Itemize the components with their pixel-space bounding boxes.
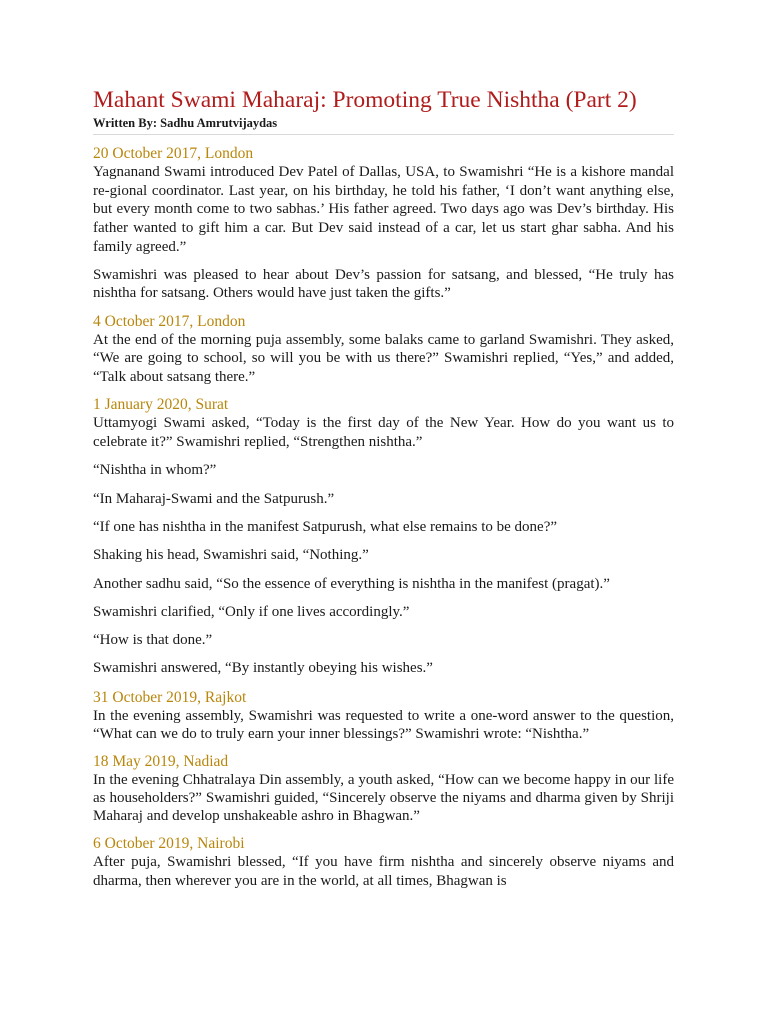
- article-byline: Written By: Sadhu Amrutvijaydas: [93, 115, 674, 135]
- entry-paragraph: Swamishri clarified, “Only if one lives accordingly.”: [93, 603, 410, 620]
- article: [93, 86, 674, 891]
- entry: [93, 834, 674, 891]
- entry-date: 20 October 2017, London: [93, 145, 254, 162]
- entry-paragraph: Another sadhu said, “So the essence of everything is nishtha in the manifest (pragat).”: [93, 575, 610, 592]
- entry-paragraph: “Nishtha in whom?”: [93, 462, 217, 479]
- entry-paragraph: After puja, Swamishri blessed, “If you have firm nishtha and sincerely observe niyams and dharma, then wherever you are in the world, at all times, Bhagwan is: [93, 853, 674, 889]
- entry-paragraph: “If one has nishtha in the manifest Satpurush, what else remains to be done?”: [93, 519, 558, 535]
- entry-paragraph: In the evening Chhatralaya Din assembly, a youth asked, “How can we become happy in our life as householders?” Swamishri guided, “Sincerely observe the niyams and dharma given by Shriji Maharaj and develop unshakeable ashro in Bhagwan.”: [93, 771, 674, 824]
- entry-paragraph: Swamishri was pleased to hear about Dev’s passion for satsang, and blessed, “He truly has nishtha for satsang. Others would have just taken the gifts.”: [93, 266, 674, 302]
- entry: [93, 312, 674, 386]
- entry-paragraph: Shaking his head, Swamishri said, “Nothing.”: [93, 547, 369, 564]
- entry-date: 18 May 2019, Nadiad: [93, 752, 229, 770]
- entry-paragraph: Uttamyogi Swami asked, “Today is the first day of the New Year. How do you want us to celebrate it?” Swamishri replied, “Strengthen nishtha.”: [93, 414, 674, 451]
- entry: [93, 688, 674, 743]
- entry-paragraph: “In Maharaj-Swami and the Satpurush.”: [93, 490, 335, 507]
- entry-paragraph: “How is that done.”: [93, 632, 213, 649]
- entry-paragraph: In the evening assembly, Swamishri was requested to write a one-word answer to the question, “What can we do to truly earn your inner blessings?” Swamishri wrote: “Nishtha.”: [93, 707, 674, 742]
- entry: [93, 395, 674, 679]
- entry-paragraph: At the end of the morning puja assembly, some balaks came to garland Swamishri. They asked, “We are going to school, so will you be with us there?” Swamishri replied, “Yes,” and added, “Talk about satsang there.”: [93, 331, 674, 385]
- entry-paragraph: Yagnanand Swami introduced Dev Patel of Dallas, USA, to Swamishri “He is a kishore mandal re-gional coordinator. Last year, on his birthday, he told his father, ‘I don’t want anything else, but every month come to two sabhas.’ His father agreed. Two days ago was Dev’s birthday. His father wanted to gift him a car. But Dev said instead of a car, let us start ghar sabha. And his family agreed.”: [93, 164, 674, 255]
- entry-paragraph: Swamishri answered, “By instantly obeying his wishes.”: [93, 660, 433, 677]
- entry: [93, 752, 674, 825]
- entry: [93, 144, 674, 303]
- article-title: Mahant Swami Maharaj: Promoting True Nishtha (Part 2): [93, 87, 637, 113]
- entry-date: 1 January 2020, Surat: [93, 395, 229, 413]
- entry-date: 4 October 2017, London: [93, 312, 246, 330]
- entry-date: 6 October 2019, Nairobi: [93, 834, 245, 852]
- entry-date: 31 October 2019, Rajkot: [93, 688, 247, 706]
